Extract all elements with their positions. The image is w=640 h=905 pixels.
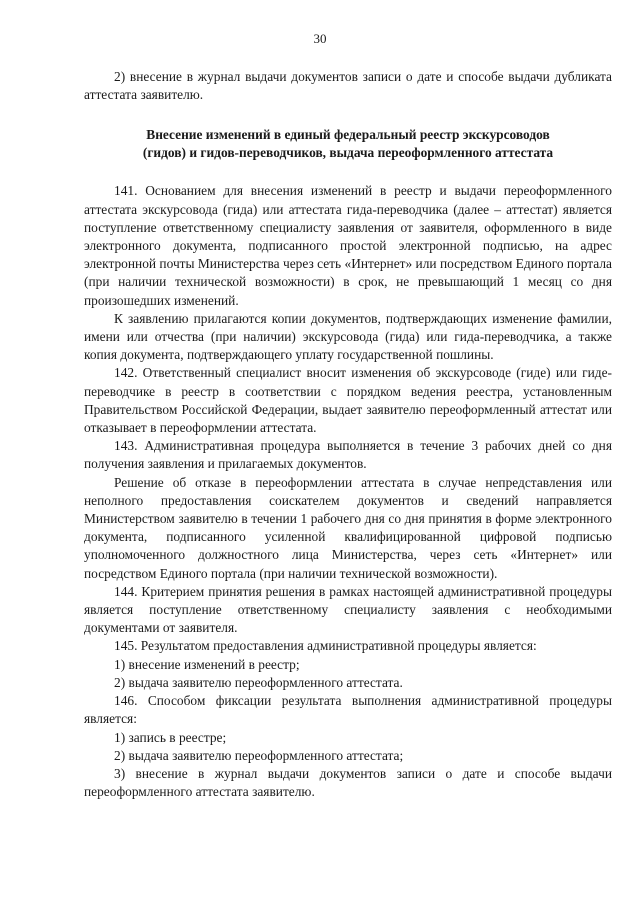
- section-heading-line-1: Внесение изменений в единый федеральный реестр экскурсоводов: [146, 127, 550, 143]
- page-number: 30: [313, 31, 327, 46]
- intro-item: 2) внесение в журнал выдачи документов записи о дате и способе выдачи дубликата аттестата заявителю.: [84, 69, 612, 103]
- list-item-146-3: 3) внесение в журнал выдачи документов записи о дате и способе выдачи переоформленного аттестата заявителю.: [84, 765, 612, 800]
- paragraph-142: 142. Ответственный специалист вносит изменения об экскурсоводе (гиде) или гиде-переводчике в реестр в соответствии с порядком ведения реестра, установленным Правительством Российской Федерации, выдает заявителю переоформленный аттестат или отказывает в переоформлении аттестата.: [84, 365, 612, 436]
- section-heading: [84, 126, 612, 162]
- list-item-146-2: 2) выдача заявителю переоформленного аттестата;: [114, 747, 404, 763]
- paragraph-refusal: Решение об отказе в переоформлении аттестата в случае непредставления или неполного предоставления соискателем документов и сведений направляется Министерством заявителю в течении 1 рабочего дня со дня принятия в форме электронного документа, подписанного усиленной квалифицированной цифровой подписью уполномоченного должностного лица Министерства, через сеть «Интернет» или посредством Единого портала (при наличии технической возможности).: [84, 474, 612, 581]
- paragraph-144: 144. Критерием принятия решения в рамках настоящей административной процедуры является поступление ответственному специалисту заявления с необходимыми документами от заявителя.: [84, 583, 612, 636]
- paragraph-143: 143. Административная процедура выполняется в течение 3 рабочих дней со дня получения заявления и прилагаемых документов.: [84, 438, 612, 472]
- section-heading-line-2: (гидов) и гидов-переводчиков, выдача переоформленного аттестата: [142, 145, 554, 161]
- list-item-145-1: 1) внесение изменений в реестр;: [114, 656, 300, 672]
- list-item-146-1: 1) запись в реестре;: [114, 729, 227, 745]
- list-item-145-2: 2) выдача заявителю переоформленного аттестата.: [114, 674, 403, 690]
- paragraph-146: 146. Способом фиксации результата выполнения административной процедуры является:: [84, 693, 612, 727]
- paragraph-attachments: К заявлению прилагаются копии документов, подтверждающих изменение фамилии, имени или отчества (при наличии) экскурсовода (гида) или гида-переводчика, а также копия документа, подтверждающего уплату государственной пошлины.: [84, 310, 612, 363]
- paragraph-145: 145. Результатом предоставления административной процедуры является:: [114, 638, 537, 654]
- document-body: [84, 68, 612, 801]
- paragraph-141: 141. Основанием для внесения изменений в реестр и выдачи переоформленного аттестата экскурсовода (гида) или аттестата гида-переводчика (далее – аттестат) является поступление ответственному специалисту заявления от заявителя, оформленного в виде электронного документа, подписанного простой электронной подписью, на адрес электронной почты Министерства через сеть «Интернет» или посредством Единого портала (при наличии технической возможности) в срок, не превышающий 1 месяц со дня произошедших изменений.: [84, 183, 612, 308]
